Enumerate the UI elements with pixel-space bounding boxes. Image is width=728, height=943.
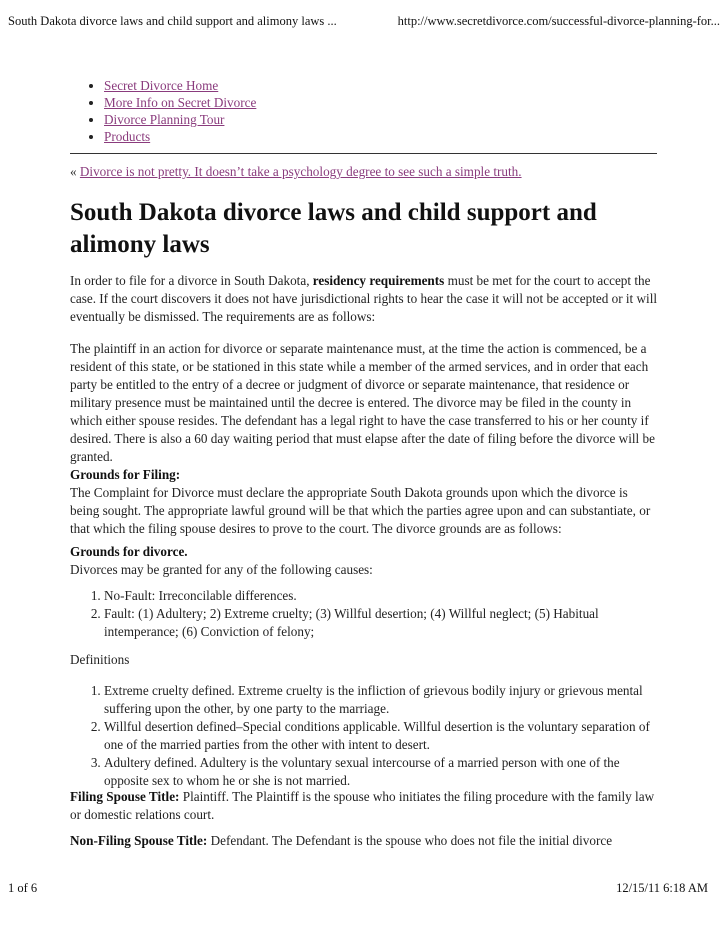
nav-item-home bbox=[104, 77, 256, 94]
nav-item-tour bbox=[104, 111, 256, 128]
grounds-for-divorce-text: Divorces may be granted for any of the following causes: bbox=[70, 562, 373, 577]
grounds-for-filing-section bbox=[70, 466, 660, 538]
previous-post-link[interactable]: Divorce is not pretty. It doesn’t take a psychology degree to see such a simple truth. bbox=[79, 164, 522, 179]
site-nav bbox=[88, 77, 256, 145]
nav-item-more-info bbox=[104, 94, 256, 111]
list-item: 1. Extreme cruelty defined. Extreme cruelty is the infliction of grievous bodily injury or grievous mental suffering upon the other, by one party to the marriage. bbox=[104, 682, 660, 718]
filing-spouse-label: Filing Spouse Title: bbox=[70, 789, 180, 804]
filing-spouse-paragraph: Filing Spouse Title: Plaintiff. The Plaintiff is the spouse who initiates the filing procedure with the family law or domestic relations court. bbox=[70, 789, 655, 822]
definitions-list bbox=[70, 682, 660, 790]
list-item: 2. Fault: (1) Adultery; 2) Extreme cruelty; (3) Willful desertion; (4) Willful neglect; (5) Habitual intemperance; (6) Conviction of felony; bbox=[104, 605, 660, 641]
list-item: 1. No-Fault: Irreconcilable differences. bbox=[104, 587, 660, 605]
nav-item-products bbox=[104, 128, 256, 145]
print-header-title: South Dakota divorce laws and child support and alimony laws ... bbox=[8, 14, 337, 28]
nav-link-products[interactable]: Products bbox=[104, 129, 151, 144]
grounds-for-filing-heading: Grounds for Filing: bbox=[70, 467, 181, 482]
list-item: 3. Adultery defined. Adultery is the voluntary sexual intercourse of a married person with one of the opposite sex to whom he or she is not married. bbox=[104, 754, 660, 790]
print-header-url: http://www.secretdivorce.com/successful-divorce-planning-for... bbox=[397, 14, 720, 28]
residency-paragraph: The plaintiff in an action for divorce or separate maintenance must, at the time the action is commenced, be a resident of this state, or be stationed in this state while a member of the armed services, and in order that each party be entitled to the entry of a decree or judgment of divorce or separate maintenance, that residence or military presence must be maintained until the decree is entered. The divorce may be filed in the county in which either spouse resides. The defendant has a legal right to have the case transferred to his or her county if desired. There is also a 60 day waiting period that must elapse after the date of filing before the divorce will be granted. bbox=[70, 341, 655, 464]
intro-paragraph: In order to file for a divorce in South Dakota, residency requirements must be met for the court to accept the case. If the court discovers it does not have jurisdictional rights to hear the case it will not be accepted or it will eventually be dismissed. The requirements are as follows: bbox=[70, 273, 658, 324]
nav-link-home[interactable]: Secret Divorce Home bbox=[104, 78, 219, 93]
nonfiling-spouse-label: Non-Filing Spouse Title: bbox=[70, 833, 208, 848]
grounds-for-filing-text: The Complaint for Divorce must declare the appropriate South Dakota grounds upon which the divorce is being sought. The appropriate lawful ground will be that which the parties agree upon and can substantiate, or that which the filing spouse desires to prove to the court. The divorce grounds are as follows: bbox=[70, 485, 651, 536]
previous-arrow-icon: « bbox=[70, 164, 77, 179]
nav-link-more-info[interactable]: More Info on Secret Divorce bbox=[104, 95, 257, 110]
grounds-list bbox=[70, 587, 660, 641]
list-item: 2. Willful desertion defined–Special conditions applicable. Willful desertion is the voluntary separation of one of the married parties from the other with intent to desert. bbox=[104, 718, 660, 754]
previous-post bbox=[70, 164, 522, 180]
grounds-for-divorce-heading: Grounds for divorce. bbox=[70, 544, 188, 559]
page-title: South Dakota divorce laws and child support and alimony laws bbox=[70, 199, 597, 258]
page-number: 1 of 6 bbox=[8, 881, 38, 895]
grounds-for-divorce-section bbox=[70, 543, 660, 579]
residency-requirements-bold: residency requirements bbox=[312, 273, 445, 288]
nonfiling-spouse-paragraph: Non-Filing Spouse Title: Defendant. The Defendant is the spouse who does not file the initial divorce bbox=[70, 833, 613, 848]
definitions-heading: Definitions bbox=[70, 652, 130, 667]
nav-link-tour[interactable]: Divorce Planning Tour bbox=[104, 112, 225, 127]
divider bbox=[70, 153, 657, 154]
print-timestamp: 12/15/11 6:18 AM bbox=[616, 881, 708, 895]
